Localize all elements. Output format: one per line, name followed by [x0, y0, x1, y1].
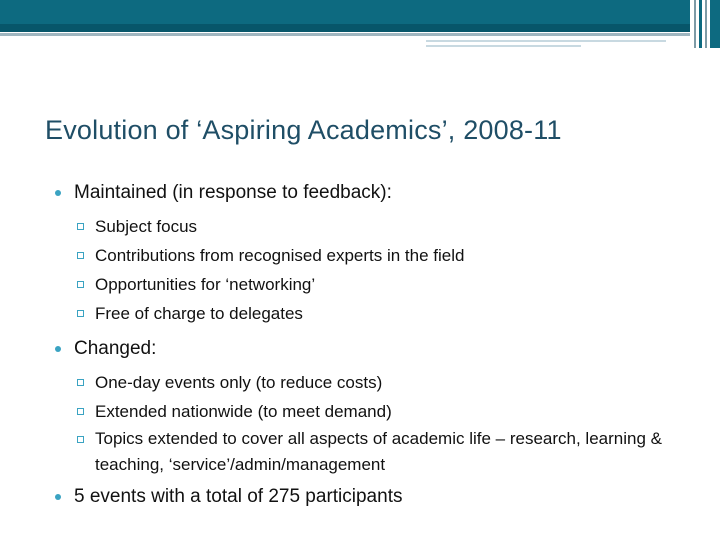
header-vertical-strip [699, 0, 702, 48]
sub-bullet [55, 270, 715, 299]
sub-bullet [55, 397, 715, 426]
square-bullet-icon [77, 436, 84, 443]
bullet-dot-icon [55, 346, 61, 352]
sub-bullet [55, 241, 715, 270]
sub-bullet-text: Contributions from recognised experts in the field [95, 246, 465, 265]
square-bullet-icon [77, 310, 84, 317]
sublist-maintained [55, 212, 715, 328]
header-band [0, 0, 690, 24]
sub-bullet [55, 212, 715, 241]
sub-bullet [55, 299, 715, 328]
header-accent-line [426, 40, 666, 42]
bullet-dot-icon [55, 494, 61, 500]
bullet-text: Changed: [74, 338, 157, 359]
square-bullet-icon [77, 281, 84, 288]
bullet-events-summary [55, 484, 715, 510]
bullet-dot-icon [55, 190, 61, 196]
header-vertical-strip [710, 0, 720, 48]
square-bullet-icon [77, 223, 84, 230]
bullet-changed [55, 336, 715, 362]
sub-bullet-text: Subject focus [95, 217, 198, 236]
sub-bullet-text: Extended nationwide (to meet demand) [95, 402, 392, 421]
sub-bullet-text: Topics extended to cover all aspects of academic life – research, learning & teaching, ‘service’/admin/management [95, 429, 662, 474]
header-decoration [0, 0, 720, 52]
sub-bullet-text: One-day events only (to reduce costs) [95, 373, 383, 392]
bullet-text: Maintained (in response to feedback): [74, 182, 392, 203]
header-band-dark [0, 24, 690, 32]
sub-bullet [55, 426, 715, 478]
square-bullet-icon [77, 379, 84, 386]
sublist-changed [55, 368, 715, 478]
sub-bullet-text: Opportunities for ‘networking’ [95, 275, 316, 294]
sub-bullet [55, 368, 715, 397]
slide-title: Evolution of ‘Aspiring Academics’, 2008-11 [45, 115, 562, 145]
bullet-maintained [55, 180, 715, 206]
square-bullet-icon [77, 408, 84, 415]
header-vertical-strip [694, 0, 696, 48]
square-bullet-icon [77, 252, 84, 259]
header-vertical-strip [705, 0, 707, 48]
header-rule [0, 33, 690, 36]
slide-body [55, 180, 715, 510]
sub-bullet-text: Free of charge to delegates [95, 304, 303, 323]
bullet-text: 5 events with a total of 275 participants [74, 486, 403, 507]
header-accent-line [426, 45, 581, 47]
